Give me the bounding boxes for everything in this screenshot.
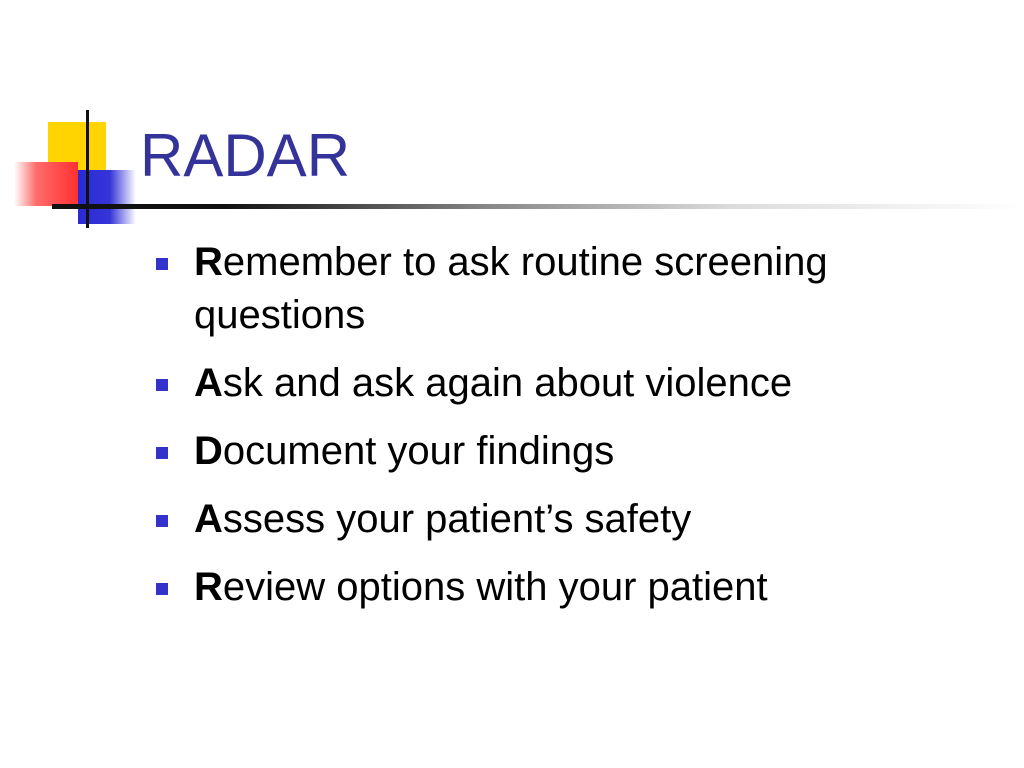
square-bullet-icon	[156, 515, 168, 527]
bullet-text: eview options with your patient	[222, 565, 768, 609]
slide-title: RADAR	[140, 122, 351, 189]
bullet-item	[152, 561, 952, 614]
bullet-initial: A	[194, 361, 223, 405]
bullet-text: ssess your patient’s safety	[222, 497, 692, 541]
title-underline	[52, 204, 1024, 209]
bullet-initial: R	[194, 240, 223, 284]
red-square	[14, 162, 78, 206]
square-bullet-icon	[156, 258, 168, 270]
bullet-list	[152, 236, 952, 629]
bullet-item	[152, 493, 952, 546]
bullet-item	[152, 357, 952, 410]
bullet-item	[152, 425, 952, 478]
bullet-text: sk and ask again about violence	[222, 361, 793, 405]
square-bullet-icon	[156, 583, 168, 595]
square-bullet-icon	[156, 447, 168, 459]
bullet-text: ocument your findings	[222, 429, 615, 473]
vertical-line	[86, 110, 89, 228]
bullet-initial: A	[194, 497, 223, 541]
bullet-initial: R	[194, 565, 223, 609]
bullet-item	[152, 236, 952, 342]
bullet-initial: D	[194, 429, 223, 473]
bullet-text: emember to ask routine screening questions	[194, 240, 828, 337]
square-bullet-icon	[156, 379, 168, 391]
